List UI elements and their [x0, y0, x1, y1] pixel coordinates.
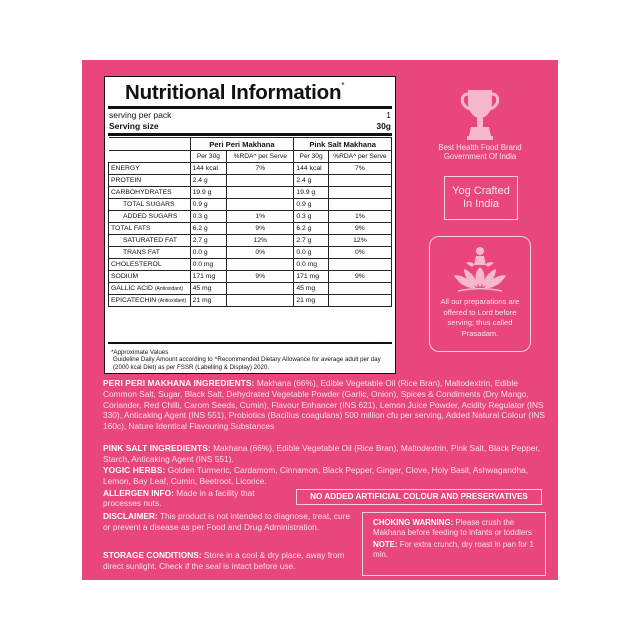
- nutrient-name: [109, 211, 191, 223]
- sub-header-rda: %RDA^ per Serve: [227, 151, 294, 163]
- nutrient-name: [109, 199, 191, 211]
- storage-conditions: [103, 550, 355, 571]
- pink-value: [294, 187, 329, 199]
- peri-value-text: 0.0 g: [192, 249, 208, 256]
- peri-rda: [227, 163, 294, 175]
- pink-value-text: 2.4 g: [296, 177, 312, 184]
- nutrient-name: [109, 235, 191, 247]
- peri-value: [190, 223, 227, 235]
- peri-value: [190, 259, 227, 271]
- nutrient-name: [109, 259, 191, 271]
- storage-text: Store in a cool & dry place, away from direct sunlight. Check if the seal is intact before use.: [103, 550, 345, 571]
- pink-value-text: 19.9 g: [296, 189, 316, 196]
- allergen-info: [103, 488, 293, 509]
- peri-peri-ingredients: [103, 378, 547, 432]
- peri-value-text: 144 kcal: [192, 165, 218, 172]
- nutrient-name-text: GALLIC ACID: [111, 285, 153, 292]
- brand-award-text: [418, 143, 542, 162]
- pink-rda-text: 1%: [355, 213, 365, 220]
- peri-value-text: 2.4 g: [192, 177, 208, 184]
- peri-ingredients-label: PERI PERI MAKHANA INGREDIENTS:: [103, 378, 255, 388]
- serving-size-row: [109, 121, 391, 131]
- allergen-text: Made in a facility that processes nuts.: [103, 488, 255, 509]
- peri-rda-text: 12%: [253, 237, 268, 244]
- peri-value-text: 21 mg: [192, 297, 212, 304]
- pink-rda: [328, 283, 391, 295]
- pink-rda: [328, 187, 391, 199]
- pink-value: [294, 259, 329, 271]
- note-text: For extra crunch, dry roast in pan for 1 min.: [373, 540, 534, 559]
- nutrient-name: [109, 271, 191, 283]
- sub-header-per-30g: Per 30g: [294, 151, 329, 163]
- pink-value: [294, 271, 329, 283]
- nutrient-row: [109, 163, 392, 175]
- title-rule: [108, 106, 392, 109]
- pink-salt-ingredients: [103, 443, 547, 465]
- pink-value-text: 6.2 g: [296, 225, 312, 232]
- nutrient-name: [109, 223, 191, 235]
- table-bottom-rule: [108, 342, 392, 344]
- allergen-label: ALLERGEN INFO:: [103, 488, 174, 498]
- peri-value-text: 45 mg: [192, 285, 212, 292]
- sub-header-rda: %RDA^ per Serve: [328, 151, 391, 163]
- pink-value: [294, 247, 329, 259]
- nutrient-name-text: CHOLESTEROL: [111, 261, 162, 268]
- sub-header-per-30g: Per 30g: [190, 151, 227, 163]
- serving-per-pack-label: serving per pack: [109, 110, 172, 120]
- pink-rda-text: 9%: [355, 273, 365, 280]
- nutrient-row: [109, 235, 392, 247]
- disclaimer: [103, 511, 355, 532]
- nutrient-name-text: CARBOHYDRATES: [111, 189, 172, 196]
- serving-per-pack-value: 1: [386, 110, 391, 120]
- pink-value: [294, 223, 329, 235]
- nutrient-row: [109, 223, 392, 235]
- choking-text: Please crush the Makhana before feeding to infants or toddlers: [373, 518, 532, 537]
- peri-value-text: 6.2 g: [192, 225, 208, 232]
- nutrient-row: [109, 199, 392, 211]
- sub-header-blank: [109, 151, 191, 163]
- peri-value: [190, 163, 227, 175]
- nutrient-row: [109, 295, 392, 307]
- pink-rda-text: 0%: [355, 249, 365, 256]
- peri-rda-text: 9%: [255, 225, 266, 232]
- peri-rda: [227, 247, 294, 259]
- peri-rda: [227, 211, 294, 223]
- footnote-gda: Guideline Daily Amount according to ^Recommended Dietary Allowance for average adult per day (2000 kcal Diet) as per FSSR (Labelling & Display) 2020.: [113, 356, 381, 371]
- nutrient-row: [109, 175, 392, 187]
- nutrient-row: [109, 187, 392, 199]
- pink-value-text: 0.0 g: [296, 249, 312, 256]
- peri-rda: [227, 283, 294, 295]
- pink-value-text: 0.9 g: [296, 201, 312, 208]
- pink-rda-text: 7%: [355, 165, 365, 172]
- footnote-approx: *Approximate Values: [111, 349, 169, 356]
- pink-value-text: 144 kcal: [296, 165, 322, 172]
- no-added-badge: NO ADDED ARTIFICIAL COLOUR AND PRESERVATIVES: [296, 489, 542, 505]
- peri-value: [190, 271, 227, 283]
- nutrient-name-text: TRANS FAT: [123, 249, 160, 256]
- peri-value-text: 0.0 mg: [192, 261, 214, 268]
- peri-value: [190, 247, 227, 259]
- roast-note: [373, 540, 539, 559]
- pink-value-text: 45 mg: [296, 285, 316, 292]
- nutrient-name: [109, 247, 191, 259]
- storage-label: STORAGE CONDITIONS:: [103, 550, 202, 560]
- nutrient-name-text: SODIUM: [111, 273, 139, 280]
- pink-rda: [328, 247, 391, 259]
- pink-ingredients-label: PINK SALT INGREDIENTS:: [103, 443, 211, 453]
- peri-rda: [227, 199, 294, 211]
- note-label: NOTE:: [373, 540, 398, 550]
- nutrient-row: [109, 283, 392, 295]
- peri-value-text: 0.9 g: [192, 201, 208, 208]
- pink-rda: [328, 259, 391, 271]
- nutrient-name: [109, 295, 191, 307]
- pink-rda: [328, 271, 391, 283]
- peri-rda-text: 0%: [255, 249, 266, 256]
- peri-value-text: 19.9 g: [192, 189, 212, 196]
- peri-value-text: 0.3 g: [192, 213, 208, 220]
- peri-value: [190, 283, 227, 295]
- header-blank: [109, 138, 191, 151]
- peri-value: [190, 235, 227, 247]
- nutrient-name-text: ENERGY: [111, 165, 140, 172]
- nutrient-name-text: TOTAL FATS: [111, 225, 151, 232]
- disclaimer-text: This product is not intended to diagnose, treat, cure or prevent a disease as per Food and Drug Administration.: [103, 511, 351, 532]
- lotus-icon: [452, 243, 508, 293]
- peri-value-text: 171 mg: [192, 273, 216, 280]
- pink-rda: [328, 211, 391, 223]
- brand-line-2: Government Of India: [443, 152, 517, 162]
- peri-value: [190, 187, 227, 199]
- peri-rda-text: 7%: [255, 165, 266, 172]
- yogic-herbs: [103, 465, 547, 487]
- yogic-herbs-label: YOGIC HERBS:: [103, 465, 166, 475]
- serving-rule: [108, 133, 392, 136]
- peri-rda: [227, 187, 294, 199]
- nutrition-footnote: [111, 349, 389, 371]
- yog-line-1: Yog Crafted: [452, 185, 510, 197]
- prasadam-text: All our preparations are offered to Lord before serving; thus called Prasadam.: [440, 297, 520, 338]
- peri-rda: [227, 271, 294, 283]
- peri-value-text: 2.7 g: [192, 237, 208, 244]
- pink-value-text: 171 mg: [296, 273, 319, 280]
- nutrient-name: [109, 175, 191, 187]
- peri-rda-text: 1%: [255, 213, 266, 220]
- peri-value: [190, 295, 227, 307]
- brand-line-1: Best Health Food Brand: [438, 143, 522, 152]
- choking-warning-box: [362, 512, 546, 576]
- nutrition-table-box: [104, 76, 396, 374]
- nutrient-name: [109, 187, 191, 199]
- nutrient-note: (Antioxidant): [154, 286, 183, 292]
- serving-per-pack-row: [109, 110, 391, 120]
- product-header-pink: Pink Salt Makhana: [294, 138, 392, 151]
- peri-rda: [227, 223, 294, 235]
- peri-rda: [227, 235, 294, 247]
- pink-rda: [328, 235, 391, 247]
- nutrient-row: [109, 259, 392, 271]
- pink-rda: [328, 199, 391, 211]
- nutrient-name-text: SATURATED FAT: [123, 237, 177, 244]
- pink-value: [294, 199, 329, 211]
- nutrient-name-text: ADDED SUGARS: [123, 213, 178, 220]
- nutrient-table: [108, 137, 392, 307]
- choking-warning: [373, 518, 539, 537]
- pink-value: [294, 295, 329, 307]
- pink-rda-text: 9%: [355, 225, 365, 232]
- nutrient-row: [109, 247, 392, 259]
- peri-value: [190, 175, 227, 187]
- nutrient-name: [109, 283, 191, 295]
- peri-value: [190, 211, 227, 223]
- pink-value: [294, 175, 329, 187]
- yog-crafted-badge: [444, 176, 518, 220]
- product-header-peri: Peri Peri Makhana: [190, 138, 294, 151]
- prasadam-badge: [429, 236, 531, 352]
- pink-value-text: 2.7 g: [296, 237, 312, 244]
- pink-rda-text: 12%: [353, 237, 367, 244]
- nutrient-note: (Antioxidant): [158, 298, 187, 304]
- pink-rda: [328, 223, 391, 235]
- disclaimer-label: DISCLAIMER:: [103, 511, 158, 521]
- pink-ingredients-text: Makhana (66%), Edible Vegetable Oil (Rice Bran), Maltodextrin, Pink Salt, Black Pepper, Starch, Anticaking Agent (INS 551).: [103, 443, 541, 464]
- trophy-icon: [458, 86, 502, 144]
- nutrient-name-text: EPICATECHIN: [111, 297, 157, 304]
- nutrient-row: [109, 271, 392, 283]
- pink-value: [294, 163, 329, 175]
- sub-header-row: [109, 151, 392, 163]
- nutrient-name-text: PROTEIN: [111, 177, 142, 184]
- pink-value: [294, 283, 329, 295]
- nutrition-title: Nutritional Information*: [125, 81, 345, 104]
- peri-rda-text: 9%: [255, 273, 266, 280]
- serving-size-label: Serving size: [109, 121, 159, 131]
- nutrient-name: [109, 163, 191, 175]
- yogic-herbs-text: Golden Turmeric, Cardamom, Cinnamon, Black Pepper, Ginger, Clove, Holy Basil, Ashwagandha, Lemon, Bay Leaf, Cumin, Beetroot, Licorice.: [103, 465, 529, 486]
- peri-ingredients-text: Makhana (66%), Edible Vegetable Oil (Rice Bran), Maltodextrin, Edible Common Salt, Sugar, Black Salt, Dehydrated Vegetable Powder (Garlic, Onion), Spices & Condiments (Dry Mango, Coriander, Red Chilli, Carom Seeds, Cumin), Flavour Enhancer (INS 621), Lemon Juice Powder, Acidity Regulator (INS 330), Anticaking Agent (INS 551), Probiotics (Bacillus coagulans) 500 million cfu per serving, Added Natural Colour (INS 160c), Nature Identical Flavouring Substances: [103, 378, 545, 432]
- choking-label: CHOKING WARNING:: [373, 518, 454, 527]
- pink-value-text: 0.0 mg: [296, 261, 318, 268]
- peri-rda: [227, 175, 294, 187]
- pink-value-text: 0.3 g: [296, 213, 312, 220]
- peri-value: [190, 199, 227, 211]
- pink-rda: [328, 163, 391, 175]
- product-header-row: [109, 138, 392, 151]
- pink-value-text: 21 mg: [296, 297, 316, 304]
- nutrient-row: [109, 211, 392, 223]
- nutrient-name-text: TOTAL SUGARS: [123, 201, 175, 208]
- yog-line-2: In India: [462, 198, 500, 210]
- pink-rda: [328, 175, 391, 187]
- pink-value: [294, 211, 329, 223]
- serving-size-value: 30g: [376, 121, 391, 131]
- pink-value: [294, 235, 329, 247]
- pink-rda: [328, 295, 391, 307]
- peri-rda: [227, 259, 294, 271]
- peri-rda: [227, 295, 294, 307]
